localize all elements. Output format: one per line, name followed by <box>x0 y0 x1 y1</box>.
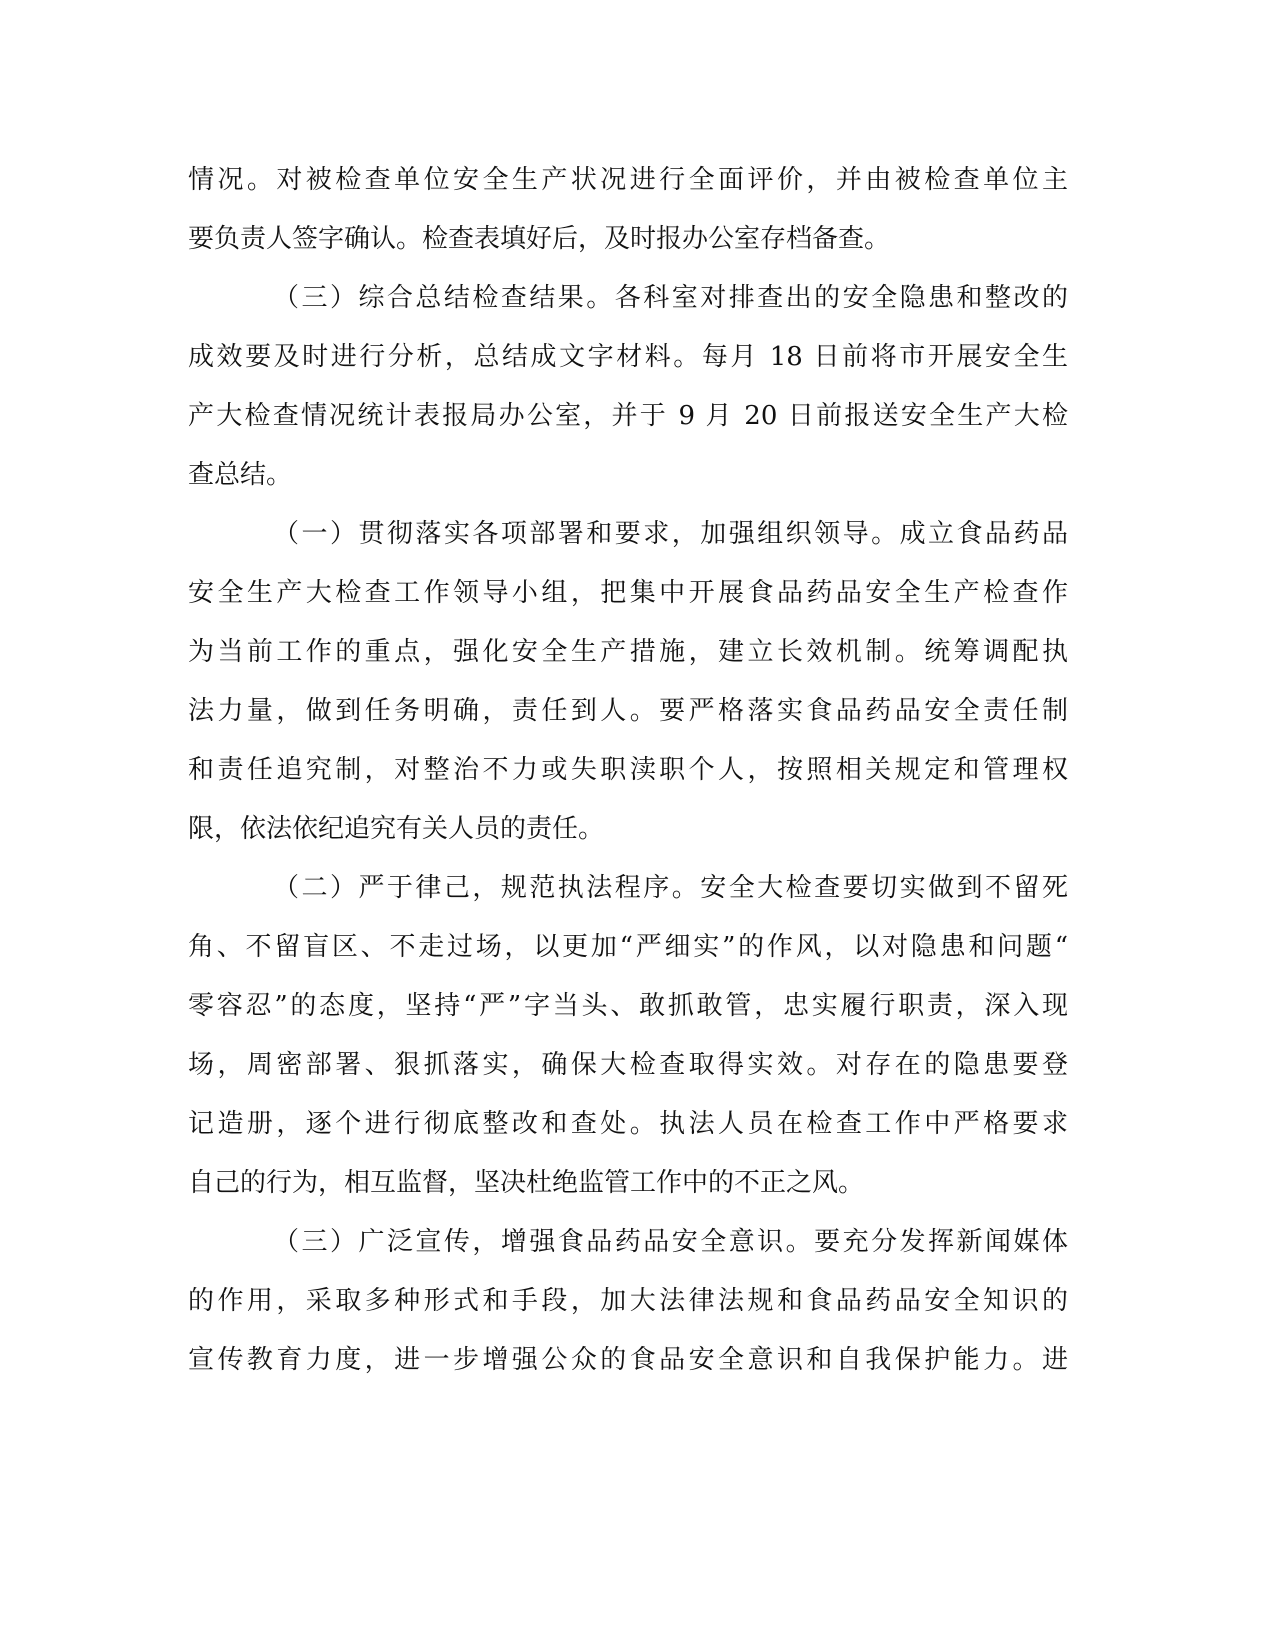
paragraph-line: （二）严于律己，规范执法程序。安全大检查要切实做到不留死 <box>273 873 1068 903</box>
paragraph-line: （三）综合总结检查结果。各科室对排查出的安全隐患和整改的 <box>273 283 1068 313</box>
paragraph-line: （三）广泛宣传，增强食品药品安全意识。要充分发挥新闻媒体 <box>273 1227 1068 1257</box>
paragraph-line: （一）贯彻落实各项部署和要求，加强组织领导。成立食品药品 <box>273 519 1068 549</box>
paragraph-line: 情况。对被检查单位安全生产状况进行全面评价，并由被检查单位主 <box>188 165 1068 195</box>
paragraph-line: 零容忍”的态度，坚持“严”字当头、敢抓敢管，忠实履行职责，深入现 <box>188 991 1068 1021</box>
paragraph-line: 法力量，做到任务明确，责任到人。要严格落实食品药品安全责任制 <box>188 696 1068 726</box>
paragraph-line: 安全生产大检查工作领导小组，把集中开展食品药品安全生产检查作 <box>188 578 1068 608</box>
paragraph-line: 角、不留盲区、不走过场，以更加“严细实”的作风，以对隐患和问题“ <box>188 932 1068 962</box>
paragraph-line: 记造册，逐个进行彻底整改和查处。执法人员在检查工作中严格要求 <box>188 1109 1068 1139</box>
paragraph-line: 成效要及时进行分析，总结成文字材料。每月 18 日前将市开展安全生 <box>188 342 1068 372</box>
paragraph-line: 产大检查情况统计表报局办公室，并于 9 月 20 日前报送安全生产大检 <box>188 401 1068 431</box>
paragraph-line: 和责任追究制，对整治不力或失职渎职个人，按照相关规定和管理权 <box>188 755 1068 785</box>
paragraph-line: 为当前工作的重点，强化安全生产措施，建立长效机制。统筹调配执 <box>188 637 1068 667</box>
paragraph-line: 查总结。 <box>188 460 293 490</box>
paragraph-line: 限，依法依纪追究有关人员的责任。 <box>188 814 605 844</box>
paragraph-line: 宣传教育力度，进一步增强公众的食品安全意识和自我保护能力。进 <box>188 1345 1068 1375</box>
paragraph-line: 的作用，采取多种形式和手段，加大法律法规和食品药品安全知识的 <box>188 1286 1068 1316</box>
paragraph-line: 场，周密部署、狠抓落实，确保大检查取得实效。对存在的隐患要登 <box>188 1050 1068 1080</box>
paragraph-line: 自己的行为，相互监督，坚决杜绝监管工作中的不正之风。 <box>188 1168 865 1198</box>
paragraph-line: 要负责人签字确认。检查表填好后，及时报办公室存档备查。 <box>188 224 891 254</box>
